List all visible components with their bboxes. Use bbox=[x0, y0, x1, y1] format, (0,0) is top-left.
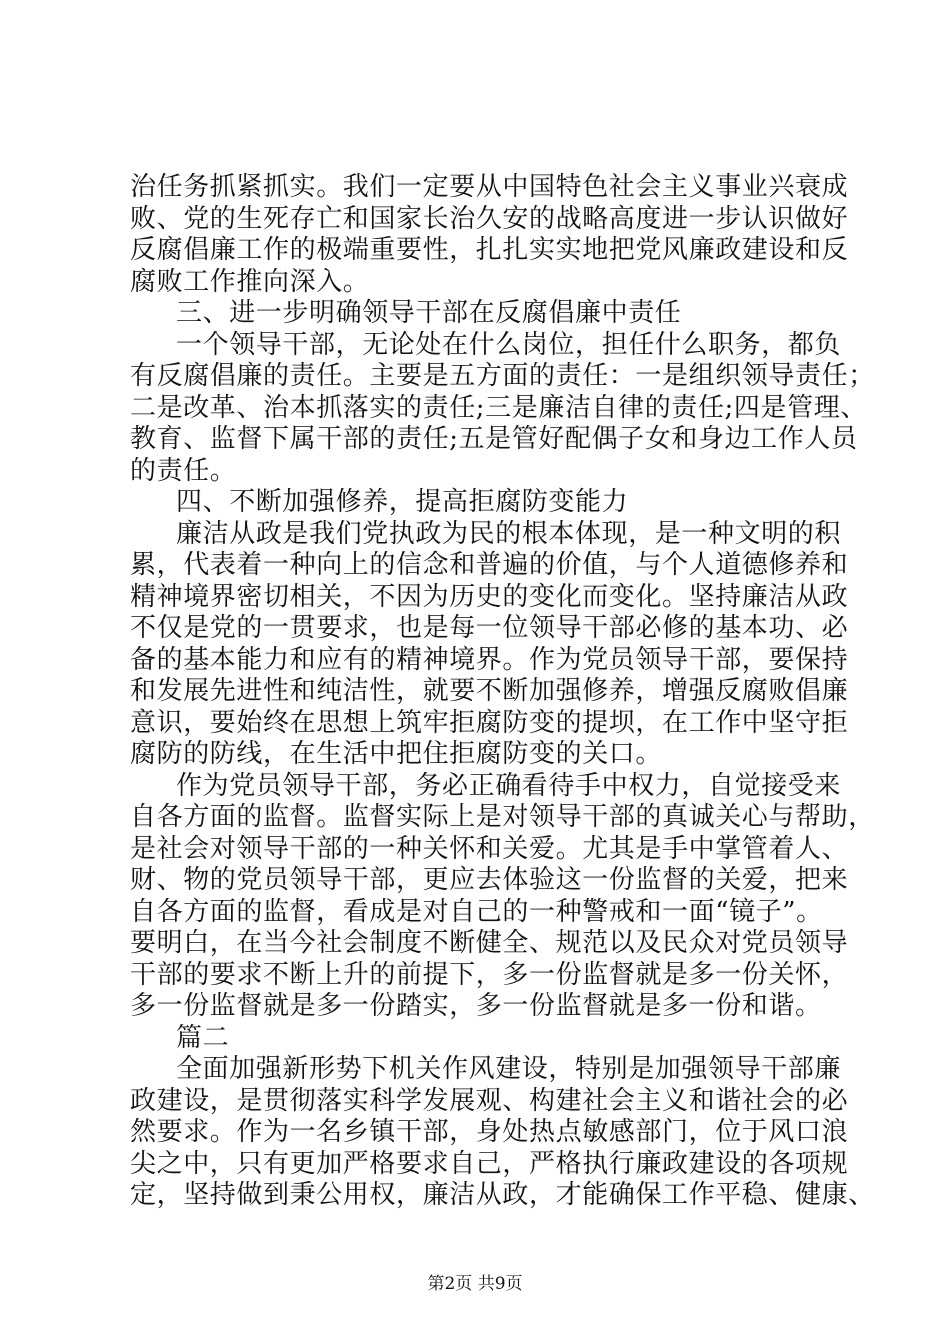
text-line: 四、不断加强修养，提高拒腐防变能力 bbox=[176, 487, 629, 517]
text-line: 然要求。作为一名乡镇干部，身处热点敏感部门，位于风口浪 bbox=[130, 1117, 849, 1147]
text-line: 的责任。 bbox=[130, 455, 237, 486]
document-body bbox=[130, 172, 875, 1212]
text-line: 不仅是党的一贯要求，也是每一位领导干部必修的基本功、必 bbox=[130, 613, 849, 643]
page-footer: 第2页 共9页 bbox=[427, 1274, 523, 1294]
text-line: 腐败工作推向深入。 bbox=[130, 266, 370, 297]
text-line: 篇二 bbox=[176, 1022, 230, 1053]
text-line: 精神境界密切相关，不因为历史的变化而变化。坚持廉洁从政 bbox=[130, 581, 849, 612]
text-line: 是社会对领导干部的一种关怀和关爱。尤其是手中掌管着人、 bbox=[130, 833, 849, 864]
text-line: 反腐倡廉工作的极端重要性，扎扎实实地把党风廉政建设和反 bbox=[130, 235, 849, 265]
text-line: 腐防的防线，在生活中把住拒腐防变的关口。 bbox=[130, 739, 663, 769]
text-line: 一个领导干部，无论处在什么岗位，担任什么职务，都负 bbox=[176, 329, 842, 360]
text-line: 定，坚持做到秉公用权，廉洁从政，才能确保工作平稳、健康、 bbox=[130, 1180, 875, 1210]
text-line: 意识，要始终在思想上筑牢拒腐防变的提坝，在工作中坚守拒 bbox=[130, 707, 849, 738]
text-line: 干部的要求不断上升的前提下，多一份监督就是多一份关怀， bbox=[130, 959, 849, 990]
text-line: 多一份监督就是多一份踏实，多一份监督就是多一份和谐。 bbox=[130, 991, 822, 1021]
text-line: 尖之中，只有更加严格要求自己，严格执行廉政建设的各项规 bbox=[130, 1148, 849, 1179]
text-line: 二是改革、治本抓落实的责任;三是廉洁自律的责任;四是管理、 bbox=[130, 392, 867, 423]
text-line: 自各方面的监督。监督实际上是对领导干部的真诚关心与帮助， bbox=[130, 802, 875, 832]
text-line: 败、党的生死存亡和国家长治久安的战略高度进一步认识做好 bbox=[130, 203, 849, 234]
text-line: 政建设，是贯彻落实科学发展观、构建社会主义和谐社会的必 bbox=[130, 1085, 849, 1116]
text-line: 治任务抓紧抓实。我们一定要从中国特色社会主义事业兴衰成 bbox=[130, 172, 849, 202]
text-line: 累，代表着一种向上的信念和普遍的价值，与个人道德修养和 bbox=[130, 550, 849, 580]
text-line: 教育、监督下属干部的责任;五是管好配偶子女和身边工作人员 bbox=[130, 424, 858, 454]
text-line: 和发展先进性和纯洁性，就要不断加强修养，增强反腐败倡廉 bbox=[130, 676, 849, 706]
text-line: 财、物的党员领导干部，更应去体验这一份监督的关爱，把来 bbox=[130, 865, 849, 895]
text-line: 廉洁从政是我们党执政为民的根本体现，是一种文明的积 bbox=[176, 518, 842, 549]
text-line: 作为党员领导干部，务必正确看待手中权力，自觉接受来 bbox=[176, 770, 842, 801]
text-line: 三、进一步明确领导干部在反腐倡廉中责任 bbox=[176, 298, 682, 328]
text-line: 备的基本能力和应有的精神境界。作为党员领导干部，要保持 bbox=[130, 644, 849, 675]
text-line: 全面加强新形势下机关作风建设，特别是加强领导干部廉 bbox=[176, 1054, 842, 1084]
text-line: 有反腐倡廉的责任。主要是五方面的责任：一是组织领导责任； bbox=[130, 361, 875, 391]
text-line: 自各方面的监督，看成是对自己的一种警戒和一面“镜子”。 bbox=[130, 896, 823, 927]
text-line: 要明白，在当今社会制度不断健全、规范以及民众对党员领导 bbox=[130, 928, 849, 958]
